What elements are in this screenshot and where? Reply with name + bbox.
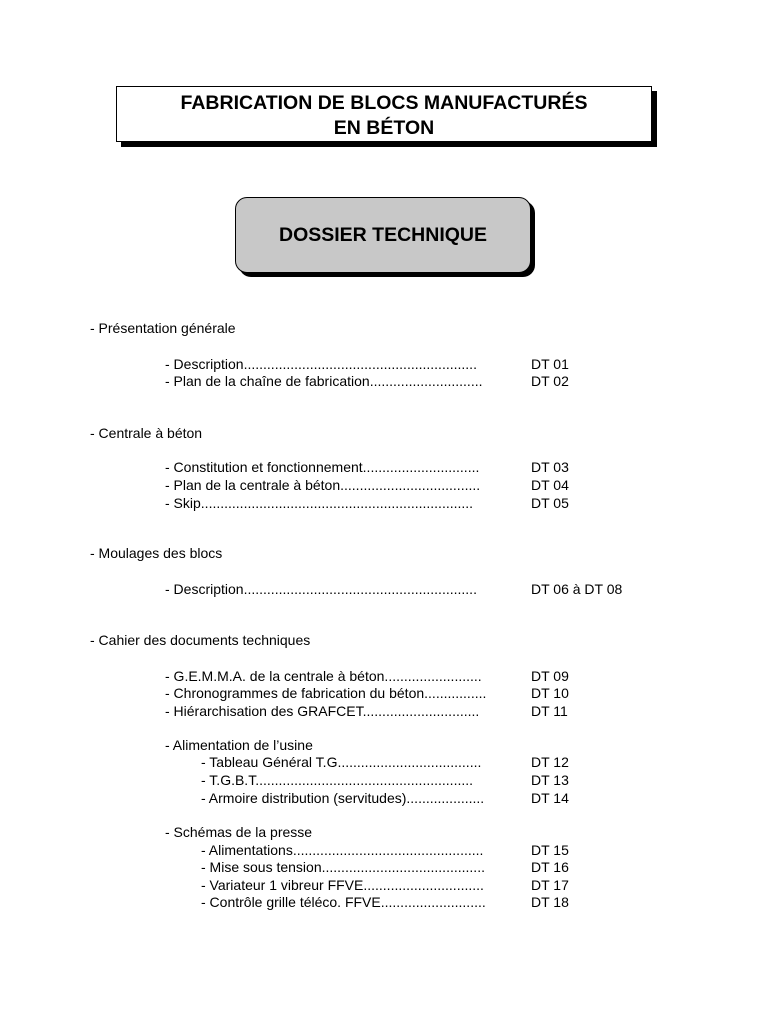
section-moulages-des-blocs: - Moulages des blocs [90, 545, 223, 561]
toc-entry-ref: DT 03 [531, 459, 569, 475]
toc-entry-ref: DT 06 à DT 08 [531, 581, 623, 597]
dossier-technique-label: DOSSIER TECHNIQUE [278, 223, 488, 246]
toc-entry-ref: DT 16 [531, 859, 569, 875]
toc-entry-text: - Variateur 1 vibreur FFVE............................... [201, 877, 484, 893]
toc-entry-ref: DT 12 [531, 754, 569, 770]
toc-entry-ref: DT 11 [531, 703, 568, 719]
toc-entry-text: - Tableau Général T.G..................................... [201, 754, 482, 770]
toc-entry-text: - Plan de la centrale à béton.................................... [165, 477, 481, 493]
toc-entry-text: - Description............................................................ [165, 356, 477, 372]
toc-entry-ref: DT 02 [531, 373, 569, 389]
toc-entry-ref: DT 15 [531, 842, 569, 858]
document-title-line-2: EN BÉTON [333, 117, 435, 139]
document-title-box [116, 86, 652, 142]
toc-entry-text: - Alimentations................................................. [201, 842, 484, 858]
toc-entry-text: - Constitution et fonctionnement.............................. [165, 459, 480, 475]
toc-entry-ref: DT 01 [531, 356, 569, 372]
toc-entry-text: - Armoire distribution (servitudes).................... [201, 790, 485, 806]
section-cahier-documents-techniques: - Cahier des documents techniques [90, 632, 311, 648]
toc-entry-ref: DT 04 [531, 477, 569, 493]
dossier-technique-badge [235, 197, 531, 273]
toc-entry-ref: DT 10 [531, 685, 569, 701]
toc-entry-text: - Skip...................................................................... [165, 495, 474, 511]
toc-entry-text: - Contrôle grille téléco. FFVE........................... [201, 894, 486, 910]
toc-entry-text: - G.E.M.M.A. de la centrale à béton......................... [165, 668, 482, 684]
document-title-line-1: FABRICATION DE BLOCS MANUFACTURÉS [180, 92, 588, 114]
section-presentation-generale: - Présentation générale [90, 320, 236, 336]
toc-entry-ref: DT 17 [531, 877, 569, 893]
toc-entry-text: - T.G.B.T........................................................ [201, 772, 474, 788]
toc-entry-ref: DT 14 [531, 790, 569, 806]
toc-entry-ref: DT 05 [531, 495, 569, 511]
toc-entry-text: - Plan de la chaîne de fabrication............................. [165, 373, 483, 389]
toc-entry-ref: DT 18 [531, 894, 569, 910]
toc-entry-text: - Description............................................................ [165, 581, 477, 597]
toc-entry-text: - Mise sous tension.......................................... [201, 859, 485, 875]
section-centrale-a-beton: - Centrale à béton [90, 425, 203, 441]
toc-entry-ref: DT 09 [531, 668, 569, 684]
toc-subsection-schemas-presse: - Schémas de la presse [165, 824, 313, 840]
toc-entry-text: - Hiérarchisation des GRAFCET.............................. [165, 703, 480, 719]
toc-subsection-alimentation-usine: - Alimentation de l’usine [165, 737, 313, 753]
toc-entry-text: - Chronogrammes de fabrication du béton................ [165, 685, 487, 701]
toc-entry-ref: DT 13 [531, 772, 569, 788]
